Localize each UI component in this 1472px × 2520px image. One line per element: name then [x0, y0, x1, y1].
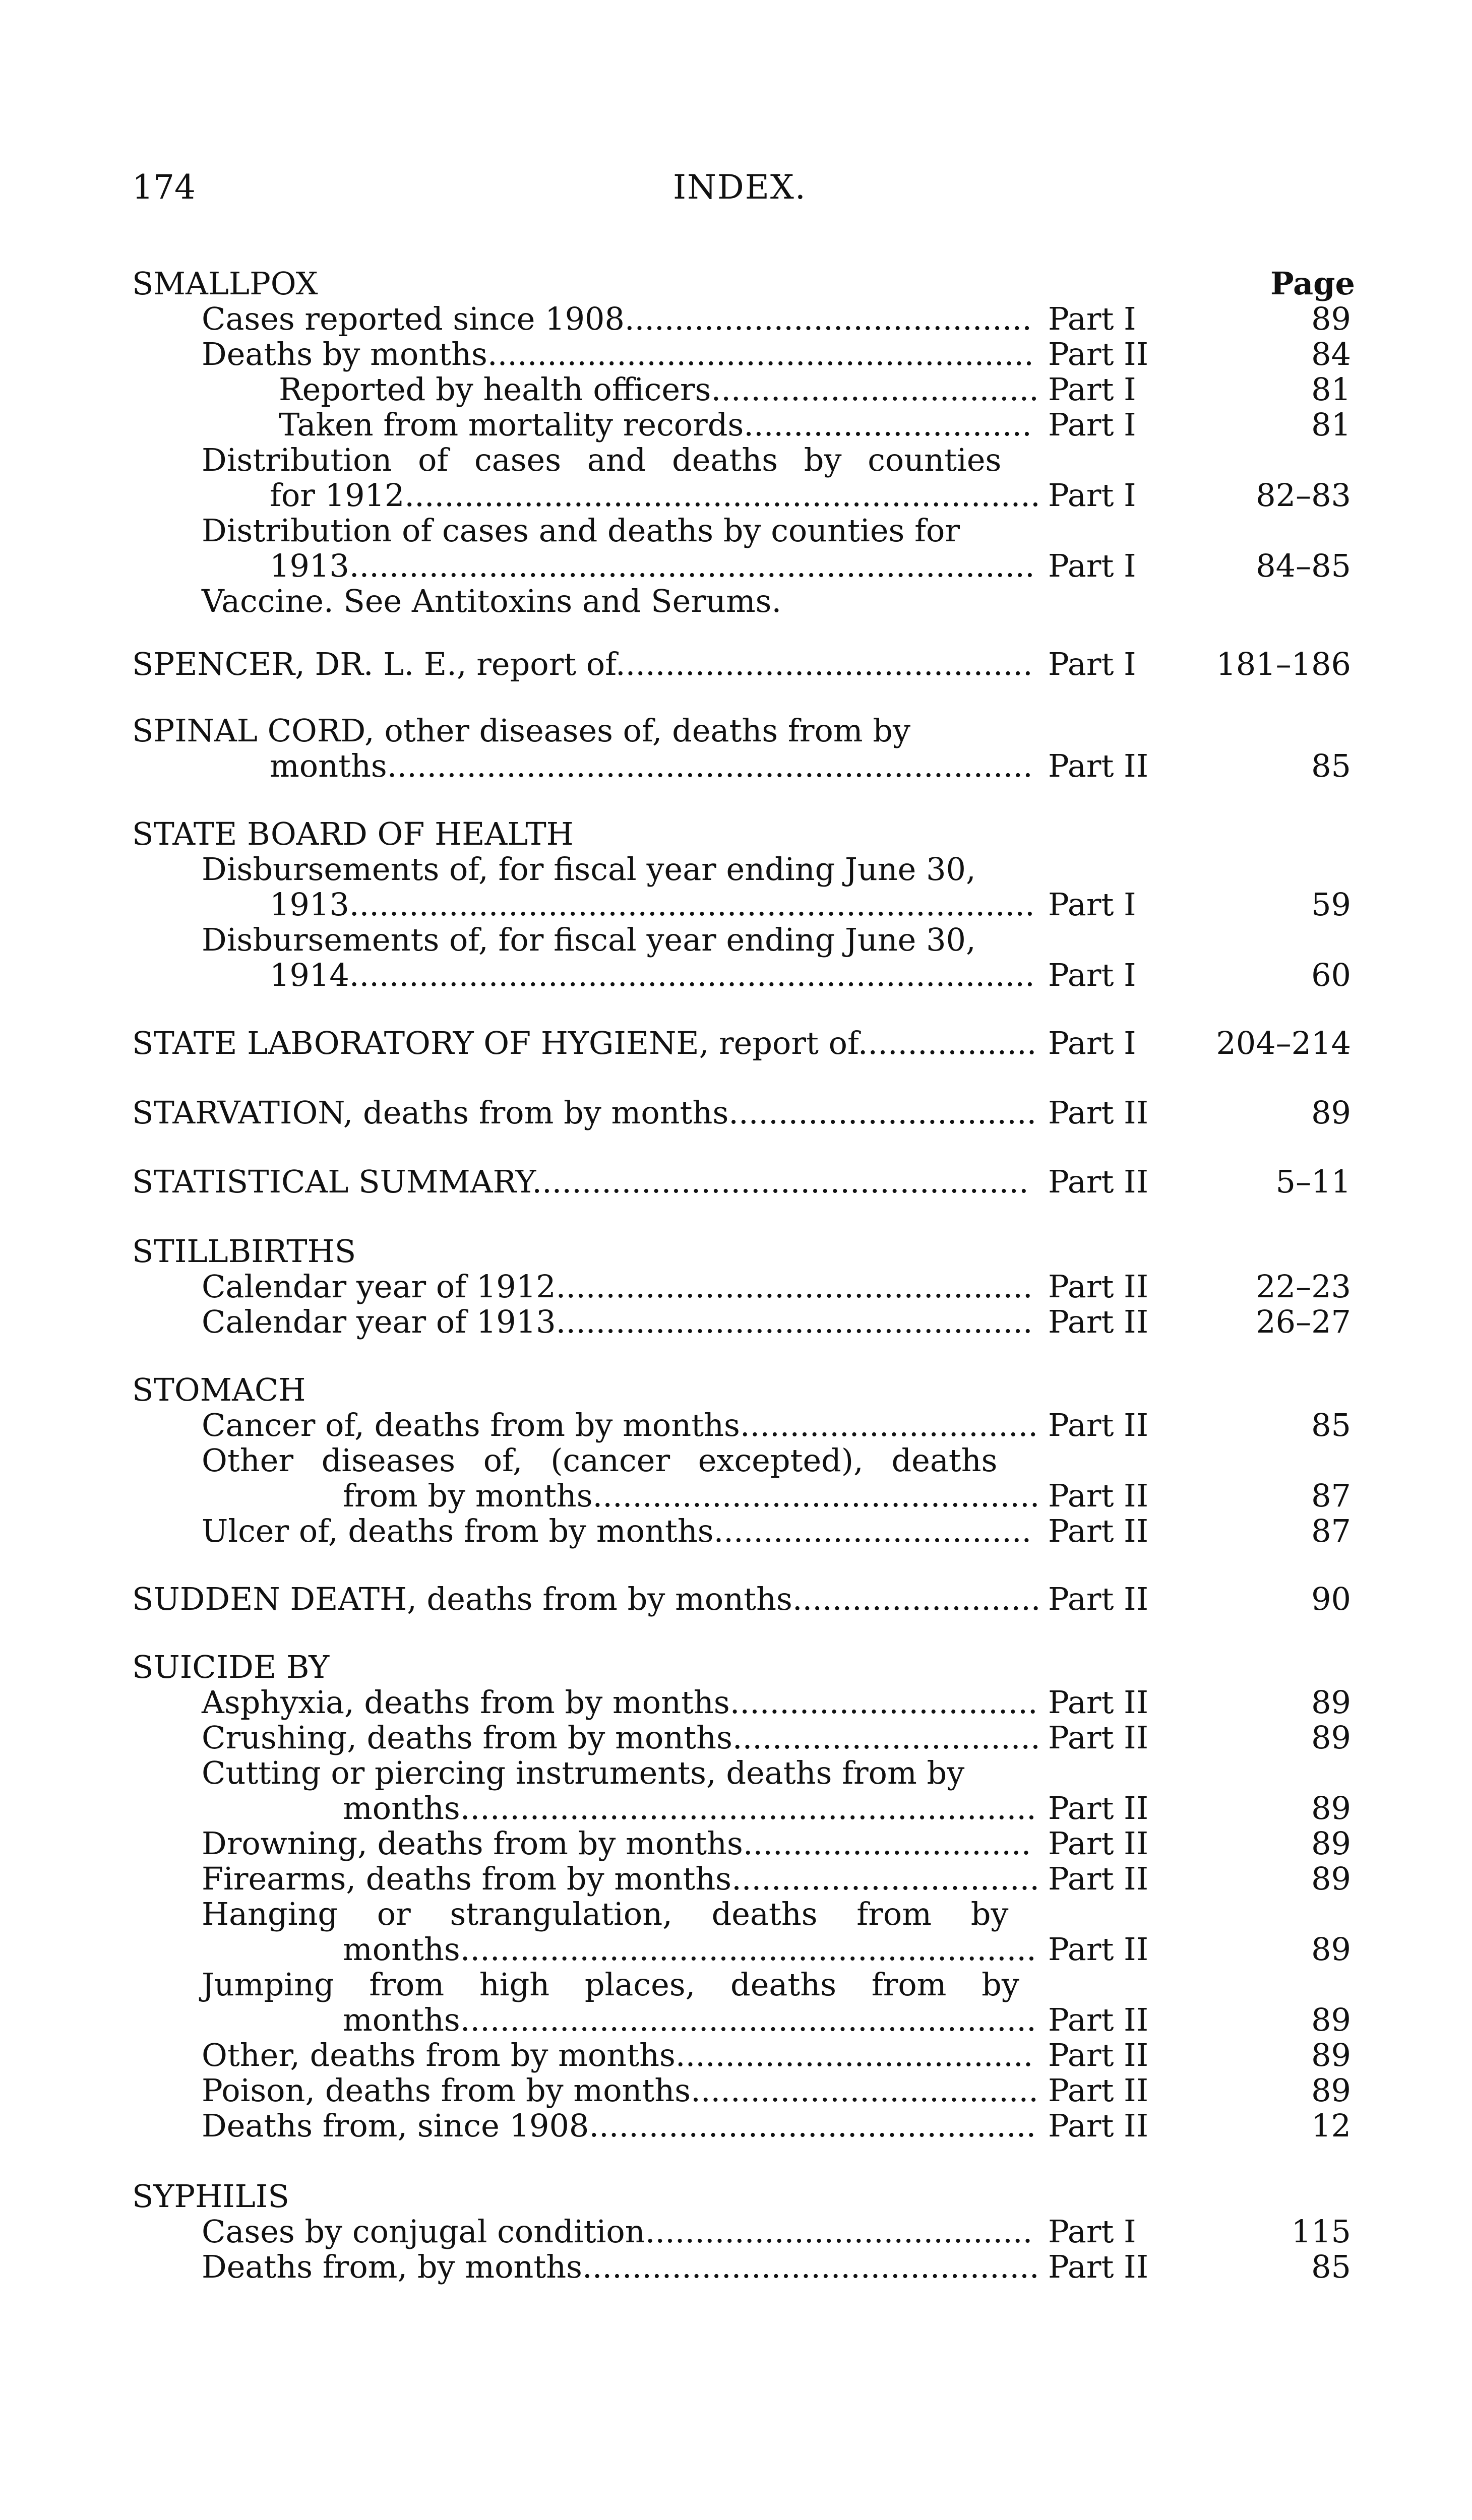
page-ref: 59 — [1311, 886, 1351, 923]
part-ref: Part II — [1048, 1407, 1149, 1443]
page-ref: 89 — [1311, 1860, 1351, 1897]
entry-line: Crushing, deaths from by months............................... — [202, 1719, 1040, 1756]
page-ref: 22–23 — [1256, 1268, 1351, 1305]
page-ref: 82–83 — [1256, 477, 1351, 514]
page-ref: 204–214 — [1216, 1025, 1351, 1061]
page-ref: 84–85 — [1256, 547, 1351, 584]
entry-line: Calendar year of 1912................................................ — [202, 1268, 1033, 1305]
entry-line: Deaths by months....................................................... — [202, 336, 1034, 372]
entry-line: Cutting or piercing instruments, deaths from by — [202, 1754, 965, 1791]
part-ref: Part I — [1048, 547, 1136, 584]
entry-line: Asphyxia, deaths from by months............................... — [202, 1684, 1038, 1721]
part-ref: Part I — [1048, 371, 1136, 408]
part-ref: Part II — [1048, 1719, 1149, 1756]
page-ref: 89 — [1311, 1790, 1351, 1826]
entry-line: SPENCER, DR. L. E., report of.......................................... — [132, 646, 1033, 682]
page-ref: 12 — [1311, 2107, 1351, 2144]
page-ref: 87 — [1311, 1513, 1351, 1549]
entry-line: for 1912................................................................ — [270, 477, 1040, 514]
page-ref: 89 — [1311, 300, 1351, 337]
entry-heading: STOMACH — [132, 1371, 306, 1408]
part-ref: Part II — [1048, 1094, 1149, 1131]
page-ref: 26–27 — [1256, 1303, 1351, 1340]
entry-line: Taken from mortality records............................. — [279, 406, 1032, 443]
entry-line: Jumping from high places, deaths from by — [202, 1966, 1019, 2003]
page-ref: 115 — [1291, 2213, 1351, 2250]
entry-line: Deaths from, since 1908............................................. — [202, 2107, 1036, 2144]
page-ref: 89 — [1311, 1931, 1351, 1968]
page-ref: 5–11 — [1275, 1163, 1351, 1200]
entry-line: Poison, deaths from by months................................... — [202, 2072, 1038, 2109]
part-ref: Part I — [1048, 477, 1136, 514]
part-ref: Part I — [1048, 957, 1136, 993]
part-ref: Part II — [1048, 2107, 1149, 2144]
entry-line: months.......................................................... — [343, 2001, 1036, 2038]
part-ref: Part II — [1048, 1581, 1149, 1617]
entry-line: months.......................................................... — [343, 1931, 1036, 1968]
page-ref: 89 — [1311, 1825, 1351, 1862]
part-ref: Part II — [1048, 1303, 1149, 1340]
page-ref: 60 — [1311, 957, 1351, 993]
page-ref: 89 — [1311, 1094, 1351, 1131]
part-ref: Part II — [1048, 1268, 1149, 1305]
entry-line: Vaccine. See Antitoxins and Serums. — [202, 583, 782, 619]
page-title: INDEX. — [673, 168, 807, 207]
entry-line: Distribution of cases and deaths by counties — [202, 442, 1002, 478]
entry-line: STATISTICAL SUMMARY.................................................. — [132, 1163, 1029, 1200]
page-ref: 81 — [1311, 371, 1351, 408]
part-ref: Part II — [1048, 1684, 1149, 1721]
entry-line: Cases by conjugal condition....................................... — [202, 2213, 1033, 2250]
entry-line: Cases reported since 1908......................................... — [202, 300, 1032, 337]
entry-heading: SYPHILIS — [132, 2178, 289, 2215]
entry-line: months................................................................. — [270, 747, 1033, 784]
part-ref: Part II — [1048, 336, 1149, 372]
page-ref: 89 — [1311, 2037, 1351, 2073]
entry-line: Calendar year of 1913................................................ — [202, 1303, 1033, 1340]
page-ref: 90 — [1311, 1581, 1351, 1617]
page-ref: 89 — [1311, 2072, 1351, 2109]
entry-heading: SUICIDE BY — [132, 1649, 330, 1685]
part-ref: Part II — [1048, 1860, 1149, 1897]
entry-line: Drowning, deaths from by months............................. — [202, 1825, 1031, 1862]
part-ref: Part II — [1048, 2037, 1149, 2073]
part-ref: Part II — [1048, 2248, 1149, 2285]
part-ref: Part I — [1048, 2213, 1136, 2250]
page-ref: 89 — [1311, 1684, 1351, 1721]
part-ref: Part I — [1048, 886, 1136, 923]
page-ref: 85 — [1311, 2248, 1351, 2285]
entry-line: 1913..................................................................... — [270, 886, 1035, 923]
entry-line: Reported by health officers................................. — [279, 371, 1039, 408]
page-number: 174 — [132, 168, 196, 207]
page-ref: 89 — [1311, 2001, 1351, 2038]
page-ref: 85 — [1311, 747, 1351, 784]
entry-line: Hanging or strangulation, deaths from by — [202, 1896, 1009, 1932]
part-ref: Part II — [1048, 2001, 1149, 2038]
part-ref: Part II — [1048, 1477, 1149, 1514]
page-ref: 89 — [1311, 1719, 1351, 1756]
entry-line: months.......................................................... — [343, 1790, 1036, 1826]
entry-line: Firearms, deaths from by months............................... — [202, 1860, 1040, 1897]
page-ref: 87 — [1311, 1477, 1351, 1514]
entry-line: Disbursements of, for fiscal year ending June 30, — [202, 921, 976, 958]
entry-line: SPINAL CORD, other diseases of, deaths from by — [132, 712, 911, 749]
page-ref: 181–186 — [1216, 646, 1351, 682]
entry-line: 1914..................................................................... — [270, 957, 1035, 993]
entry-line: STATE LABORATORY OF HYGIENE, report of.................. — [132, 1025, 1037, 1061]
entry-line: Cancer of, deaths from by months.............................. — [202, 1407, 1038, 1443]
part-ref: Part II — [1048, 2072, 1149, 2109]
part-ref: Part II — [1048, 1931, 1149, 1968]
entry-line: STARVATION, deaths from by months............................... — [132, 1094, 1037, 1131]
page-ref: 85 — [1311, 1407, 1351, 1443]
entry-heading: STILLBIRTHS — [132, 1233, 356, 1270]
part-ref: Part II — [1048, 1163, 1149, 1200]
part-ref: Part I — [1048, 646, 1136, 682]
entry-line: from by months............................................. — [343, 1477, 1040, 1514]
entry-line: Deaths from, by months.............................................. — [202, 2248, 1039, 2285]
entry-heading: SMALLPOX — [132, 265, 318, 302]
entry-line: Other diseases of, (cancer excepted), deaths — [202, 1442, 998, 1479]
part-ref: Part I — [1048, 406, 1136, 443]
entry-line: Distribution of cases and deaths by counties for — [202, 512, 960, 549]
page-column-label: Page — [1270, 265, 1355, 302]
entry-line: Disbursements of, for fiscal year ending June 30, — [202, 851, 976, 888]
part-ref: Part II — [1048, 747, 1149, 784]
page-ref: 81 — [1311, 406, 1351, 443]
part-ref: Part I — [1048, 300, 1136, 337]
entry-line: Other, deaths from by months.................................... — [202, 2037, 1033, 2073]
part-ref: Part II — [1048, 1513, 1149, 1549]
page-ref: 84 — [1311, 336, 1351, 372]
entry-line: Ulcer of, deaths from by months................................ — [202, 1513, 1032, 1549]
part-ref: Part II — [1048, 1825, 1149, 1862]
entry-line: SUDDEN DEATH, deaths from by months......................... — [132, 1581, 1041, 1617]
entry-heading: STATE BOARD OF HEALTH — [132, 815, 574, 852]
part-ref: Part II — [1048, 1790, 1149, 1826]
part-ref: Part I — [1048, 1025, 1136, 1061]
entry-line: 1913..................................................................... — [270, 547, 1035, 584]
